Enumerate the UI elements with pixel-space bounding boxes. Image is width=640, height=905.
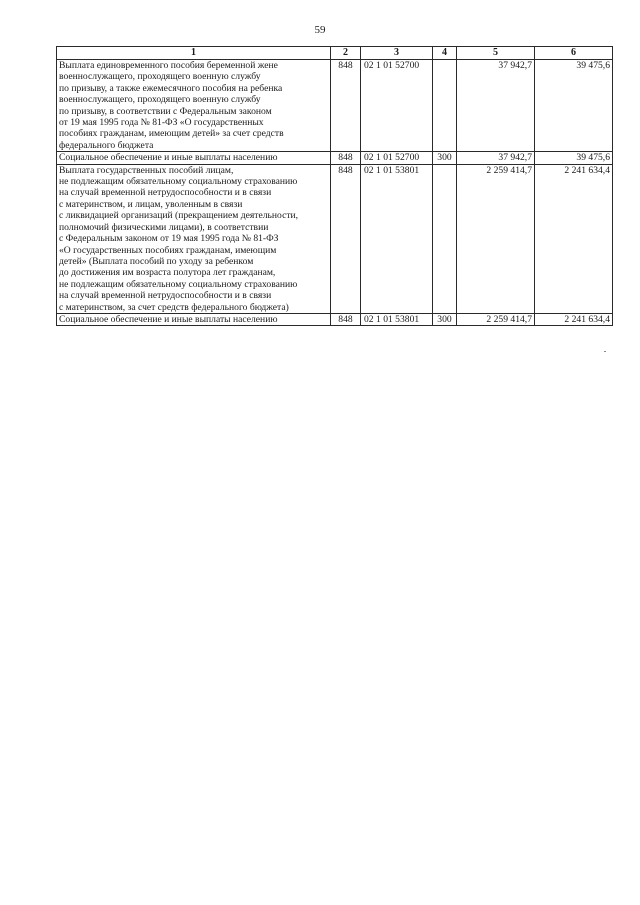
row-expense-type: [433, 60, 457, 152]
description-line: не подлежащим обязательному социальному страхованию: [59, 278, 298, 290]
table-header-row: [57, 47, 613, 60]
description-line: военнослужащего, проходящего военную службу: [59, 71, 261, 83]
row-admin-code: 848: [331, 164, 361, 313]
table-row: [57, 152, 613, 164]
header-cell-4: 4: [433, 47, 457, 60]
row-amount-col5: 37 942,7: [457, 152, 535, 164]
description-line: с Федеральным законом от 19 мая 1995 года № 81-ФЗ: [59, 233, 279, 245]
description-line: детей» (Выплата пособий по уходу за ребенком: [59, 255, 254, 267]
row-target-article: 02 1 01 53801: [361, 313, 433, 325]
header-cell-1: 1: [57, 47, 331, 60]
row-amount-col5: 2 259 414,7: [457, 164, 535, 313]
description-line: с ликвидацией организаций (прекращением деятельности,: [59, 210, 299, 222]
row-target-article: 02 1 01 52700: [361, 152, 433, 164]
row-amount-col6: 39 475,6: [535, 152, 613, 164]
row-expense-type: 300: [433, 152, 457, 164]
header-cell-5: 5: [457, 47, 535, 60]
page-number: 59: [314, 24, 326, 36]
row-description: [57, 152, 331, 164]
description-line: с материнством, за счет средств федерального бюджета): [59, 301, 289, 313]
description-line: военнослужащего, проходящего военную службу: [59, 94, 261, 106]
description-line: Социальное обеспечение и иные выплаты населению: [59, 313, 278, 325]
row-description: [57, 313, 331, 325]
description-line: пособиях гражданам, имеющим детей» за счет средств: [59, 128, 284, 140]
description-line: на случай временной нетрудоспособности и в связи: [59, 187, 272, 199]
row-target-article: 02 1 01 52700: [361, 60, 433, 152]
header-cell-3: 3: [361, 47, 433, 60]
row-amount-col6: 39 475,6: [535, 60, 613, 152]
description-line: с материнством, и лицам, уволенным в связи: [59, 198, 243, 210]
description-line: по призыву, а также ежемесячного пособия на ребенка: [59, 82, 283, 94]
description-line: полномочий физическими лицами), в соответствии: [59, 221, 269, 233]
table-row: [57, 164, 613, 313]
header-cell-2: 2: [331, 47, 361, 60]
header-cell-6: 6: [535, 47, 613, 60]
description-line: по призыву, в соответствии с Федеральным законом: [59, 105, 272, 117]
scan-artifact-dot: [604, 351, 606, 352]
row-amount-col5: 37 942,7: [457, 60, 535, 152]
row-description: [57, 60, 331, 152]
description-line: Выплата государственных пособий лицам,: [59, 164, 234, 176]
budget-table: [56, 46, 613, 326]
row-expense-type: 300: [433, 313, 457, 325]
row-admin-code: 848: [331, 313, 361, 325]
row-admin-code: 848: [331, 152, 361, 164]
row-admin-code: 848: [331, 60, 361, 152]
row-expense-type: [433, 164, 457, 313]
description-line: до достижения им возраста полутора лет гражданам,: [59, 267, 276, 279]
table-row: [57, 313, 613, 325]
description-line: не подлежащим обязательному социальному страхованию: [59, 176, 298, 188]
row-target-article: 02 1 01 53801: [361, 164, 433, 313]
row-amount-col6: 2 241 634,4: [535, 164, 613, 313]
row-amount-col6: 2 241 634,4: [535, 313, 613, 325]
row-amount-col5: 2 259 414,7: [457, 313, 535, 325]
row-description: [57, 164, 331, 313]
description-line: Социальное обеспечение и иные выплаты населению: [59, 152, 278, 164]
description-line: Выплата единовременного пособия беременной жене: [59, 60, 278, 71]
description-line: на случай временной нетрудоспособности и в связи: [59, 290, 272, 302]
description-line: федерального бюджета: [59, 139, 154, 151]
table-row: [57, 60, 613, 152]
description-line: от 19 мая 1995 года № 81-ФЗ «О государственных: [59, 117, 264, 129]
description-line: «О государственных пособиях гражданам, имеющим: [59, 244, 277, 256]
